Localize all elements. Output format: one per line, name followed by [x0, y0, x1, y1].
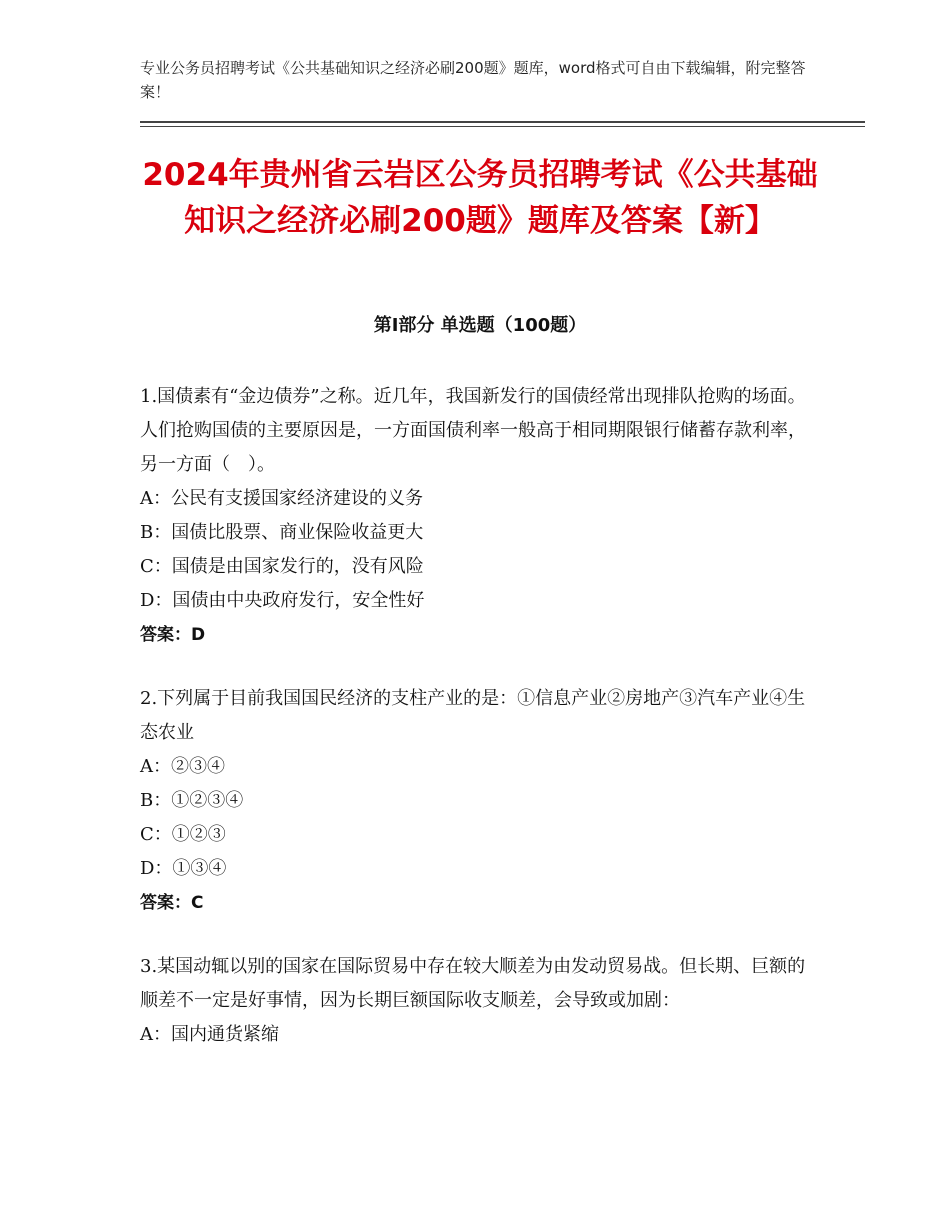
- question-3: [140, 950, 820, 1052]
- answer: 答案：C: [140, 893, 204, 913]
- option-a: A：公民有支援国家经济建设的义务: [140, 488, 423, 509]
- option-d: D：国债由中央政府发行，安全性好: [140, 590, 425, 611]
- option-c: C：国债是由国家发行的，没有风险: [140, 556, 424, 577]
- question-list: [140, 380, 820, 1082]
- option-b: B：国债比股票、商业保险收益更大: [140, 522, 424, 543]
- header-divider-thick: [140, 121, 865, 123]
- header-divider-thin: [140, 126, 865, 127]
- question-stem: 1.国债素有“金边债券”之称。近几年，我国新发行的国债经常出现排队抢购的场面。人们抢购国债的主要原因是，一方面国债利率一般高于相同期限银行储蓄存款利率，另一方面（ ）。: [140, 386, 806, 475]
- section-heading: 第Ⅰ部分 单选题（100题）: [373, 315, 587, 336]
- option-c: C：①②③: [140, 824, 226, 845]
- option-a: A：②③④: [140, 756, 225, 777]
- question-stem: 3.某国动辄以别的国家在国际贸易中存在较大顺差为由发动贸易战。但长期、巨额的顺差不一定是好事情，因为长期巨额国际收支顺差，会导致或加剧：: [140, 956, 806, 1011]
- question-stem: 2.下列属于目前我国国民经济的支柱产业的是：①信息产业②房地产③汽车产业④生态农业: [140, 688, 806, 743]
- header-note: 专业公务员招聘考试《公共基础知识之经济必刷200题》题库，word格式可自由下载编辑，附完整答案！: [140, 59, 806, 101]
- option-d: D：①③④: [140, 858, 227, 879]
- option-a: A：国内通货紧缩: [140, 1024, 279, 1045]
- question-1: [140, 380, 820, 652]
- option-b: B：①②③④: [140, 790, 244, 811]
- document-title: 2024年贵州省云岩区公务员招聘考试《公共基础知识之经济必刷200题》题库及答案【新】: [142, 157, 818, 239]
- answer: 答案：D: [140, 625, 206, 645]
- question-2: [140, 682, 820, 920]
